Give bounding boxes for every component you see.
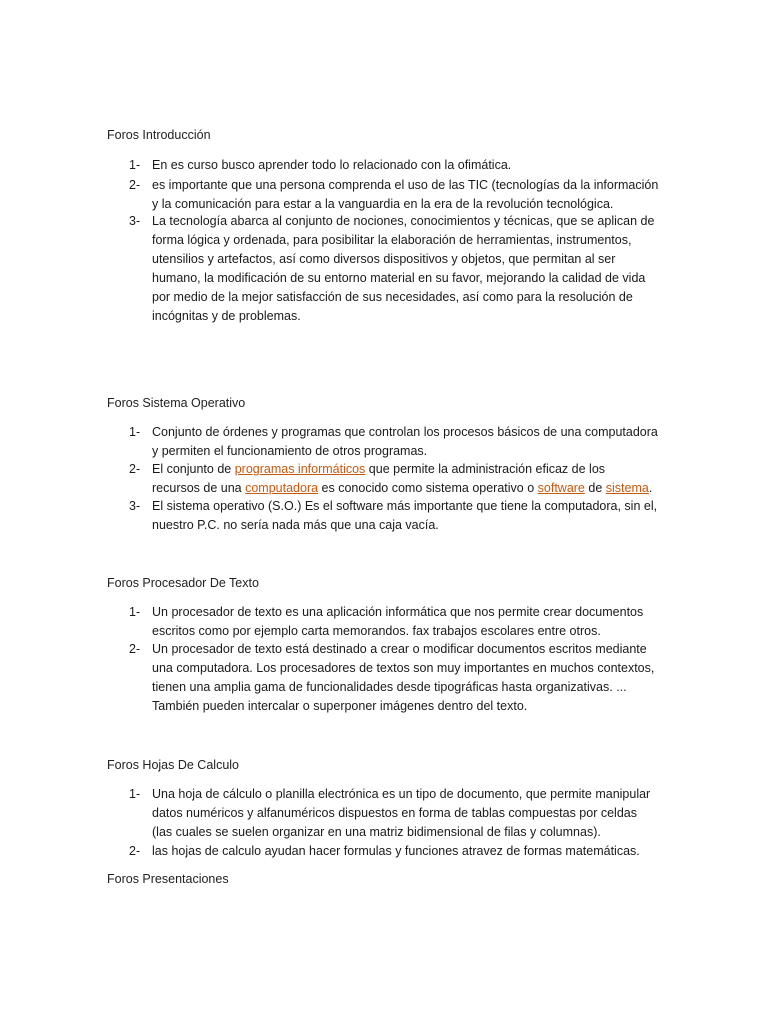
link-sistema[interactable]: sistema — [605, 481, 649, 495]
text-line: las hojas de calculo ayudan hacer formulas y funciones atravez de formas matemáticas. — [152, 844, 640, 858]
list-item-text — [152, 497, 672, 535]
text-line: y permiten el funcionamiento de otros programas. — [152, 444, 428, 458]
text-line — [152, 479, 672, 498]
text-line: El sistema operativo (S.O.) Es el software más importante que tiene la computadora, sin el, — [152, 499, 658, 513]
section-heading-hojas-de-calculo: Foros Hojas De Calculo — [107, 758, 239, 772]
text-line — [152, 460, 672, 479]
text-run: que permite la administración eficaz de los — [365, 462, 606, 476]
text-line: tienen una amplia gama de funcionalidades desde tipográficas hasta organizativas. ... — [152, 680, 627, 694]
list-number: 1- — [129, 158, 141, 172]
text-line: La tecnología abarca al conjunto de nociones, conocimientos y técnicas, que se aplican de — [152, 214, 655, 228]
text-line: humano, la modificación de su entorno material en su favor, mejorando la calidad de vida — [152, 271, 646, 285]
list-item-text — [152, 156, 672, 175]
list-number: 3- — [129, 214, 141, 228]
text-line: nuestro P.C. no sería nada más que una caja vacía. — [152, 518, 439, 532]
text-line: una computadora. Los procesadores de textos son muy importantes en muchos contextos, — [152, 661, 655, 675]
text-line: utensilios y artefactos, así como diversos dispositivos y objetos, que permitan al ser — [152, 252, 616, 266]
text-line: y la comunicación para estar a la vanguardia en la era de la revolución tecnológica. — [152, 197, 614, 211]
text-run: es conocido como sistema operativo o — [318, 481, 538, 495]
text-line: Un procesador de texto es una aplicación informática que nos permite crear documentos — [152, 605, 644, 619]
text-line: escritos como por ejemplo carta memorandos. fax trabajos escolares entre otros. — [152, 624, 601, 638]
list-item-text — [152, 460, 672, 498]
list-number: 2- — [129, 642, 141, 656]
text-line: (las cuales se suelen organizar en una matriz bidimensional de filas y columnas). — [152, 825, 601, 839]
list-item-text — [152, 176, 672, 214]
section-heading-presentaciones: Foros Presentaciones — [107, 872, 229, 886]
list-item-text — [152, 423, 672, 461]
list-item-text — [152, 603, 672, 641]
text-run: recursos de una — [152, 481, 246, 495]
link-computadora[interactable]: computadora — [245, 481, 319, 495]
text-line: Conjunto de órdenes y programas que controlan los procesos básicos de una computadora — [152, 425, 658, 439]
text-run: de — [584, 481, 606, 495]
list-number: 3- — [129, 499, 141, 513]
text-line: por medio de la mejor satisfacción de sus necesidades, así como para la resolución de — [152, 290, 633, 304]
text-line: datos numéricos y alfanuméricos dispuestos en forma de tablas compuestas por celdas — [152, 806, 637, 820]
list-number: 1- — [129, 605, 141, 619]
list-number: 2- — [129, 462, 141, 476]
list-item-text — [152, 212, 672, 326]
link-software[interactable]: software — [537, 481, 585, 495]
text-line: También pueden intercalar o superponer imágenes dentro del texto. — [152, 699, 528, 713]
section-heading-sistema-operativo: Foros Sistema Operativo — [107, 396, 246, 410]
section-heading-procesador-de-texto: Foros Procesador De Texto — [107, 576, 259, 590]
list-number: 2- — [129, 844, 141, 858]
section-heading-introduccion: Foros Introducción — [107, 128, 211, 142]
text-line: forma lógica y ordenada, para posibilitar la elaboración de herramientas, instrumentos, — [152, 233, 632, 247]
text-run: . — [648, 481, 653, 495]
list-number: 1- — [129, 787, 141, 801]
text-line: Un procesador de texto está destinado a crear o modificar documentos escritos mediante — [152, 642, 647, 656]
list-item-text — [152, 785, 672, 842]
link-programas-informaticos[interactable]: programas informáticos — [234, 462, 366, 476]
text-line: incógnitas y de problemas. — [152, 309, 301, 323]
list-item-text — [152, 842, 672, 861]
list-item-text — [152, 640, 672, 716]
text-line: Una hoja de cálculo o planilla electrónica es un tipo de documento, que permite manipular — [152, 787, 651, 801]
list-number: 1- — [129, 425, 141, 439]
text-line: En es curso busco aprender todo lo relacionado con la ofimática. — [152, 158, 512, 172]
text-run: El conjunto de — [152, 462, 235, 476]
text-line: es importante que una persona comprenda el uso de las TIC (tecnologías da la información — [152, 178, 659, 192]
list-number: 2- — [129, 178, 141, 192]
